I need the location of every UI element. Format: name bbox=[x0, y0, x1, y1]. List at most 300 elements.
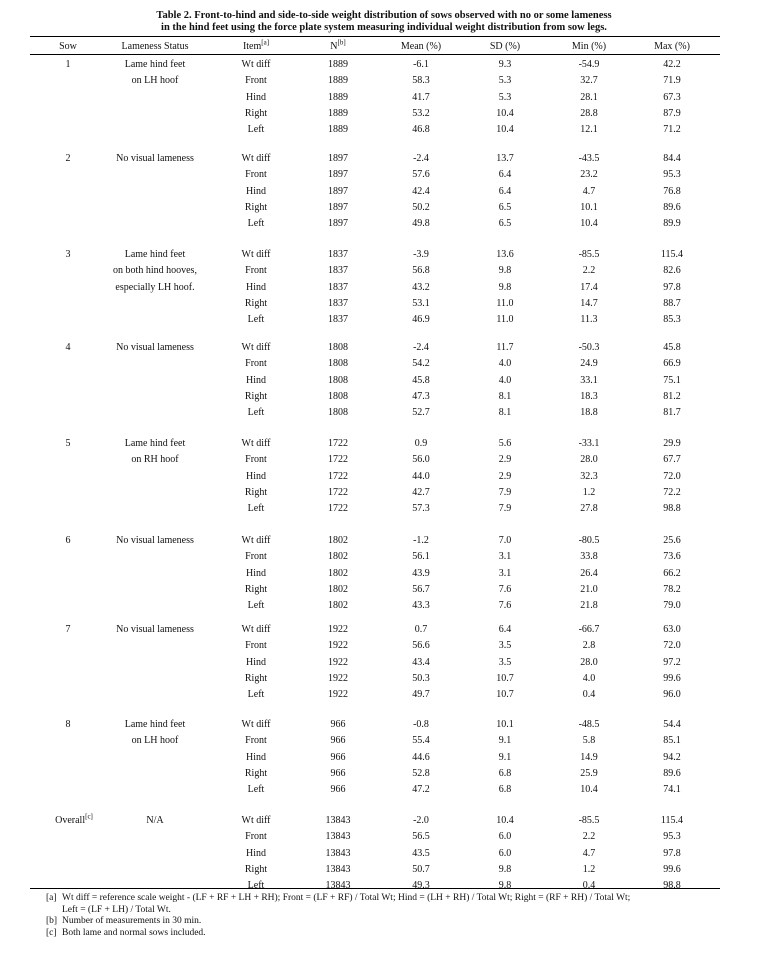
cell-min: 1.2 bbox=[582, 863, 596, 875]
header-max: Max (%) bbox=[654, 41, 690, 52]
cell-item: Front bbox=[245, 735, 267, 747]
cell-max: 89.6 bbox=[663, 201, 681, 213]
cell-n: 966 bbox=[330, 735, 346, 747]
cell-max: 25.6 bbox=[663, 535, 681, 546]
cell-max: 71.9 bbox=[663, 75, 681, 87]
cell-min: 2.2 bbox=[582, 831, 596, 843]
cell-min: 18.8 bbox=[580, 407, 598, 419]
cell-sd: 2.9 bbox=[498, 454, 512, 466]
cell-item: Front bbox=[245, 358, 267, 370]
cell-min: 17.4 bbox=[580, 281, 598, 293]
cell-item: Right bbox=[244, 583, 268, 595]
cell-mean: 43.3 bbox=[412, 600, 430, 612]
cell-n: 1837 bbox=[328, 314, 348, 326]
cell-min: 10.4 bbox=[580, 784, 598, 796]
cell-max: 84.4 bbox=[663, 153, 681, 164]
cell-n: 1808 bbox=[328, 390, 348, 402]
cell-n: 1722 bbox=[328, 470, 348, 482]
cell-item: Wt diff bbox=[241, 342, 271, 353]
cell-n: 1897 bbox=[328, 185, 348, 197]
cell-mean: 44.0 bbox=[412, 470, 430, 482]
lameness-status-line: on LH hoof bbox=[131, 75, 179, 87]
cell-min: 23.2 bbox=[580, 169, 598, 181]
cell-n: 1808 bbox=[328, 407, 348, 419]
cell-min: 4.0 bbox=[582, 672, 596, 684]
cell-sd: 7.0 bbox=[498, 535, 512, 546]
cell-sd: 9.8 bbox=[498, 863, 512, 875]
cell-sd: 3.1 bbox=[498, 551, 512, 563]
cell-mean: 53.2 bbox=[412, 107, 430, 119]
cell-max: 81.2 bbox=[663, 390, 681, 402]
cell-mean: 56.7 bbox=[412, 583, 430, 595]
cell-sd: 6.5 bbox=[498, 218, 512, 230]
cell-max: 115.4 bbox=[660, 249, 684, 260]
cell-mean: 47.2 bbox=[412, 784, 430, 796]
cell-min: -85.5 bbox=[578, 249, 600, 260]
cell-item: Right bbox=[244, 863, 268, 875]
cell-min: 28.8 bbox=[580, 107, 598, 119]
cell-n: 13843 bbox=[325, 815, 351, 826]
cell-n: 1889 bbox=[328, 75, 348, 87]
cell-min: 11.3 bbox=[580, 314, 598, 326]
sow-label: 1 bbox=[65, 59, 71, 70]
cell-mean: 56.8 bbox=[412, 265, 430, 277]
cell-mean: 50.3 bbox=[412, 672, 430, 684]
lameness-status-line: on LH hoof bbox=[131, 735, 179, 747]
cell-mean: 43.2 bbox=[412, 281, 430, 293]
cell-item: Left bbox=[247, 314, 265, 326]
cell-sd: 9.3 bbox=[498, 59, 512, 70]
lameness-status-line: on RH hoof bbox=[131, 454, 179, 466]
cell-max: 54.4 bbox=[663, 719, 681, 730]
lameness-status-line: N/A bbox=[146, 815, 164, 826]
cell-n: 1802 bbox=[328, 551, 348, 563]
cell-min: -43.5 bbox=[578, 153, 600, 164]
cell-sd: 4.0 bbox=[498, 374, 512, 386]
cell-n: 1889 bbox=[328, 59, 348, 70]
cell-min: 26.4 bbox=[580, 567, 598, 579]
cell-item: Right bbox=[244, 767, 268, 779]
cell-min: -80.5 bbox=[578, 535, 600, 546]
cell-item: Wt diff bbox=[241, 249, 271, 260]
cell-n: 1837 bbox=[328, 281, 348, 293]
cell-n: 1897 bbox=[328, 153, 348, 164]
cell-item: Hind bbox=[246, 185, 266, 197]
cell-mean: -1.2 bbox=[413, 535, 429, 546]
cell-mean: -0.8 bbox=[413, 719, 429, 730]
cell-item: Left bbox=[247, 689, 265, 701]
footnote-a: [a] Wt diff = reference scale weight - (LF + RF + LH + RH); Front = (LF + RF) / Total Wt; Hind = (LH + RH) / Total Wt; Right = (RF + RH) / Total Wt; Left = (LF + LH) / Total Wt. bbox=[46, 893, 631, 915]
lameness-status-line: Lame hind feet bbox=[124, 59, 186, 70]
cell-max: 78.2 bbox=[663, 583, 681, 595]
cell-max: 88.7 bbox=[663, 297, 681, 309]
footnote-b: [b] Number of measurements in 30 min. bbox=[46, 916, 202, 926]
cell-min: 21.8 bbox=[580, 600, 598, 612]
header-item: Item[a] bbox=[242, 38, 270, 52]
cell-mean: -2.4 bbox=[413, 342, 429, 353]
cell-max: 66.9 bbox=[663, 358, 681, 370]
cell-mean: -3.9 bbox=[413, 249, 429, 260]
cell-mean: 53.1 bbox=[412, 297, 430, 309]
cell-min: 0.4 bbox=[582, 689, 596, 701]
cell-item: Left bbox=[247, 124, 265, 136]
cell-item: Left bbox=[247, 503, 265, 515]
cell-sd: 6.5 bbox=[498, 201, 512, 213]
cell-sd: 11.0 bbox=[496, 314, 514, 326]
cell-mean: 56.0 bbox=[412, 454, 430, 466]
cell-sd: 11.7 bbox=[496, 342, 514, 353]
header-min: Min (%) bbox=[571, 41, 607, 52]
cell-item: Left bbox=[247, 880, 265, 892]
cell-mean: 58.3 bbox=[412, 75, 430, 87]
cell-sd: 3.5 bbox=[498, 640, 512, 652]
cell-min: 18.3 bbox=[580, 390, 598, 402]
cell-n: 1802 bbox=[328, 600, 348, 612]
cell-n: 1808 bbox=[328, 342, 348, 353]
cell-mean: 43.5 bbox=[412, 847, 430, 859]
cell-min: 32.7 bbox=[580, 75, 598, 87]
cell-min: 10.1 bbox=[580, 201, 598, 213]
sow-label: 4 bbox=[65, 342, 71, 353]
sow-label: 6 bbox=[65, 535, 71, 546]
cell-min: 1.2 bbox=[582, 486, 596, 498]
cell-min: -48.5 bbox=[578, 719, 600, 730]
cell-max: 85.3 bbox=[663, 314, 681, 326]
cell-mean: 41.7 bbox=[412, 91, 430, 103]
cell-sd: 7.9 bbox=[498, 486, 512, 498]
cell-min: 33.8 bbox=[580, 551, 598, 563]
cell-sd: 5.6 bbox=[498, 438, 512, 449]
cell-n: 1837 bbox=[328, 249, 348, 260]
cell-max: 85.1 bbox=[663, 735, 681, 747]
cell-max: 66.2 bbox=[663, 567, 681, 579]
lameness-status-line: Lame hind feet bbox=[124, 249, 186, 260]
lameness-status-line: Lame hind feet bbox=[124, 438, 186, 449]
cell-sd: 5.3 bbox=[498, 91, 512, 103]
cell-sd: 10.4 bbox=[496, 815, 514, 826]
cell-sd: 9.8 bbox=[498, 880, 512, 892]
cell-item: Front bbox=[245, 75, 267, 87]
cell-min: 2.8 bbox=[582, 640, 596, 652]
cell-min: -50.3 bbox=[578, 342, 600, 353]
cell-item: Right bbox=[244, 107, 268, 119]
cell-sd: 13.6 bbox=[496, 249, 514, 260]
table-caption bbox=[0, 10, 768, 34]
cell-sd: 3.1 bbox=[498, 567, 512, 579]
lameness-status-line: No visual lameness bbox=[116, 535, 194, 546]
cell-item: Right bbox=[244, 201, 268, 213]
cell-mean: 49.8 bbox=[412, 218, 430, 230]
cell-item: Left bbox=[247, 784, 265, 796]
cell-item: Front bbox=[245, 831, 267, 843]
cell-sd: 6.8 bbox=[498, 767, 512, 779]
sow-label: 3 bbox=[65, 249, 71, 260]
cell-mean: 0.7 bbox=[414, 624, 428, 635]
cell-sd: 8.1 bbox=[498, 390, 512, 402]
cell-mean: 43.4 bbox=[412, 656, 430, 668]
cell-max: 98.8 bbox=[663, 503, 681, 515]
cell-n: 1922 bbox=[328, 689, 348, 701]
cell-min: 14.9 bbox=[580, 751, 598, 763]
sow-label: 7 bbox=[65, 624, 71, 635]
cell-min: 32.3 bbox=[580, 470, 598, 482]
cell-sd: 13.7 bbox=[496, 153, 514, 164]
cell-mean: 49.7 bbox=[412, 689, 430, 701]
cell-sd: 6.4 bbox=[498, 185, 512, 197]
cell-sd: 9.8 bbox=[498, 281, 512, 293]
cell-max: 45.8 bbox=[663, 342, 681, 353]
cell-max: 29.9 bbox=[663, 438, 681, 449]
cell-mean: 54.2 bbox=[412, 358, 430, 370]
cell-item: Wt diff bbox=[241, 59, 271, 70]
cell-max: 96.0 bbox=[663, 689, 681, 701]
cell-n: 1889 bbox=[328, 124, 348, 136]
cell-min: -33.1 bbox=[578, 438, 600, 449]
cell-mean: 56.5 bbox=[412, 831, 430, 843]
cell-max: 115.4 bbox=[660, 815, 684, 826]
cell-item: Hind bbox=[246, 374, 266, 386]
cell-max: 97.2 bbox=[663, 656, 681, 668]
sow-label: Overall[c] bbox=[55, 812, 93, 826]
lameness-status-line: No visual lameness bbox=[116, 153, 194, 164]
lameness-status-line: especially LH hoof. bbox=[115, 281, 195, 293]
cell-item: Hind bbox=[246, 567, 266, 579]
cell-sd: 10.4 bbox=[496, 124, 514, 136]
cell-mean: 45.8 bbox=[412, 374, 430, 386]
header-sd: SD (%) bbox=[489, 41, 521, 52]
caption-line-1: Table 2. Front-to-hind and side-to-side weight distribution of sows observed with no or some lameness bbox=[156, 10, 612, 21]
cell-min: -85.5 bbox=[578, 815, 600, 826]
table-top-rule bbox=[30, 36, 720, 37]
cell-max: 72.2 bbox=[663, 486, 681, 498]
sow-label: 8 bbox=[65, 719, 71, 730]
cell-n: 13843 bbox=[325, 863, 351, 875]
cell-max: 72.0 bbox=[663, 470, 681, 482]
cell-max: 81.7 bbox=[663, 407, 681, 419]
cell-n: 1897 bbox=[328, 218, 348, 230]
cell-item: Front bbox=[245, 551, 267, 563]
cell-n: 1802 bbox=[328, 535, 348, 546]
cell-min: 5.8 bbox=[582, 735, 596, 747]
cell-mean: 47.3 bbox=[412, 390, 430, 402]
cell-min: 14.7 bbox=[580, 297, 598, 309]
cell-n: 966 bbox=[330, 751, 346, 763]
cell-min: 4.7 bbox=[582, 185, 596, 197]
cell-sd: 5.3 bbox=[498, 75, 512, 87]
cell-mean: 46.8 bbox=[412, 124, 430, 136]
cell-max: 99.6 bbox=[663, 863, 681, 875]
cell-sd: 3.5 bbox=[498, 656, 512, 668]
cell-sd: 2.9 bbox=[498, 470, 512, 482]
cell-max: 74.1 bbox=[663, 784, 681, 796]
cell-min: 24.9 bbox=[580, 358, 598, 370]
cell-max: 75.1 bbox=[663, 374, 681, 386]
cell-item: Wt diff bbox=[241, 438, 271, 449]
cell-mean: 50.7 bbox=[412, 863, 430, 875]
cell-min: 33.1 bbox=[580, 374, 598, 386]
cell-n: 1889 bbox=[328, 107, 348, 119]
cell-item: Wt diff bbox=[241, 535, 271, 546]
cell-item: Left bbox=[247, 218, 265, 230]
lameness-status-line: Lame hind feet bbox=[124, 719, 186, 730]
cell-max: 71.2 bbox=[663, 124, 681, 136]
cell-item: Hind bbox=[246, 470, 266, 482]
caption-line-2: in the hind feet using the force plate system measuring individual weight distribution from sow legs. bbox=[161, 22, 607, 33]
cell-mean: 52.8 bbox=[412, 767, 430, 779]
cell-n: 1922 bbox=[328, 624, 348, 635]
cell-item: Front bbox=[245, 265, 267, 277]
cell-sd: 6.8 bbox=[498, 784, 512, 796]
cell-item: Wt diff bbox=[241, 815, 271, 826]
cell-max: 99.6 bbox=[663, 672, 681, 684]
sow-label: 2 bbox=[65, 153, 71, 164]
lameness-status-line: No visual lameness bbox=[116, 624, 194, 635]
cell-n: 1722 bbox=[328, 438, 348, 449]
cell-item: Hind bbox=[246, 847, 266, 859]
footnotes bbox=[46, 893, 726, 939]
cell-n: 1889 bbox=[328, 91, 348, 103]
cell-item: Left bbox=[247, 600, 265, 612]
cell-max: 42.2 bbox=[663, 59, 681, 70]
cell-n: 13843 bbox=[325, 847, 351, 859]
cell-sd: 10.7 bbox=[496, 689, 514, 701]
cell-mean: 57.6 bbox=[412, 169, 430, 181]
cell-max: 89.9 bbox=[663, 218, 681, 230]
cell-n: 1722 bbox=[328, 503, 348, 515]
cell-mean: 42.7 bbox=[412, 486, 430, 498]
cell-sd: 6.4 bbox=[498, 169, 512, 181]
cell-sd: 4.0 bbox=[498, 358, 512, 370]
cell-max: 94.2 bbox=[663, 751, 681, 763]
cell-max: 97.8 bbox=[663, 281, 681, 293]
table-header-rule bbox=[30, 54, 720, 55]
cell-n: 1802 bbox=[328, 567, 348, 579]
cell-max: 87.9 bbox=[663, 107, 681, 119]
cell-min: 2.2 bbox=[582, 265, 596, 277]
cell-min: 28.0 bbox=[580, 656, 598, 668]
cell-max: 79.0 bbox=[663, 600, 681, 612]
cell-max: 95.3 bbox=[663, 831, 681, 843]
cell-mean: 57.3 bbox=[412, 503, 430, 515]
cell-max: 73.6 bbox=[663, 551, 681, 563]
cell-n: 1922 bbox=[328, 640, 348, 652]
cell-mean: 43.9 bbox=[412, 567, 430, 579]
cell-mean: 55.4 bbox=[412, 735, 430, 747]
cell-min: 21.0 bbox=[580, 583, 598, 595]
cell-sd: 9.1 bbox=[498, 735, 512, 747]
cell-item: Hind bbox=[246, 91, 266, 103]
cell-mean: 46.9 bbox=[412, 314, 430, 326]
cell-sd: 10.4 bbox=[496, 107, 514, 119]
sow-label: 5 bbox=[65, 438, 71, 449]
cell-sd: 9.1 bbox=[498, 751, 512, 763]
cell-max: 72.0 bbox=[663, 640, 681, 652]
cell-item: Wt diff bbox=[241, 719, 271, 730]
cell-n: 1922 bbox=[328, 656, 348, 668]
cell-max: 82.6 bbox=[663, 265, 681, 277]
cell-min: 28.0 bbox=[580, 454, 598, 466]
cell-max: 63.0 bbox=[663, 624, 681, 635]
header-lameness-status: Lameness Status bbox=[121, 41, 189, 52]
cell-n: 1897 bbox=[328, 169, 348, 181]
cell-mean: 0.9 bbox=[414, 438, 428, 449]
cell-mean: 56.6 bbox=[412, 640, 430, 652]
cell-min: 12.1 bbox=[580, 124, 598, 136]
cell-n: 1897 bbox=[328, 201, 348, 213]
header-sow: Sow bbox=[59, 41, 77, 52]
cell-item: Right bbox=[244, 390, 268, 402]
header-mean: Mean (%) bbox=[400, 41, 442, 52]
cell-max: 98.8 bbox=[663, 880, 681, 892]
cell-mean: 42.4 bbox=[412, 185, 430, 197]
cell-sd: 8.1 bbox=[498, 407, 512, 419]
cell-n: 1802 bbox=[328, 583, 348, 595]
cell-n: 1808 bbox=[328, 358, 348, 370]
cell-min: 25.9 bbox=[580, 767, 598, 779]
cell-sd: 11.0 bbox=[496, 297, 514, 309]
cell-mean: -2.0 bbox=[413, 815, 429, 826]
cell-item: Left bbox=[247, 407, 265, 419]
cell-max: 67.3 bbox=[663, 91, 681, 103]
cell-n: 1837 bbox=[328, 265, 348, 277]
cell-item: Right bbox=[244, 672, 268, 684]
cell-mean: -6.1 bbox=[413, 59, 429, 70]
cell-item: Hind bbox=[246, 656, 266, 668]
cell-sd: 6.0 bbox=[498, 847, 512, 859]
cell-n: 1808 bbox=[328, 374, 348, 386]
cell-max: 76.8 bbox=[663, 185, 681, 197]
header-n: N[b] bbox=[330, 38, 346, 52]
cell-n: 1837 bbox=[328, 297, 348, 309]
cell-n: 966 bbox=[330, 719, 346, 730]
cell-item: Wt diff bbox=[241, 624, 271, 635]
cell-mean: -2.4 bbox=[413, 153, 429, 164]
cell-item: Front bbox=[245, 169, 267, 181]
cell-n: 1922 bbox=[328, 672, 348, 684]
cell-sd: 6.4 bbox=[498, 624, 512, 635]
cell-max: 89.6 bbox=[663, 767, 681, 779]
cell-min: -66.7 bbox=[578, 624, 600, 635]
cell-min: 28.1 bbox=[580, 91, 598, 103]
cell-mean: 50.2 bbox=[412, 201, 430, 213]
cell-max: 97.8 bbox=[663, 847, 681, 859]
cell-mean: 44.6 bbox=[412, 751, 430, 763]
cell-sd: 9.8 bbox=[498, 265, 512, 277]
cell-n: 1722 bbox=[328, 454, 348, 466]
cell-n: 966 bbox=[330, 767, 346, 779]
cell-sd: 6.0 bbox=[498, 831, 512, 843]
cell-mean: 52.7 bbox=[412, 407, 430, 419]
cell-mean: 49.3 bbox=[412, 880, 430, 892]
cell-sd: 10.7 bbox=[496, 672, 514, 684]
cell-n: 13843 bbox=[325, 880, 351, 892]
cell-n: 13843 bbox=[325, 831, 351, 843]
lameness-status-line: on both hind hooves, bbox=[113, 265, 197, 277]
cell-max: 67.7 bbox=[663, 454, 681, 466]
cell-item: Right bbox=[244, 486, 268, 498]
cell-item: Hind bbox=[246, 281, 266, 293]
cell-sd: 10.1 bbox=[496, 719, 514, 730]
cell-item: Wt diff bbox=[241, 153, 271, 164]
cell-min: -54.9 bbox=[578, 59, 600, 70]
footnote-c: [c] Both lame and normal sows included. bbox=[46, 927, 206, 938]
cell-item: Front bbox=[245, 454, 267, 466]
cell-min: 27.8 bbox=[580, 503, 598, 515]
cell-item: Right bbox=[244, 297, 268, 309]
cell-sd: 7.6 bbox=[498, 600, 512, 612]
lameness-status-line: No visual lameness bbox=[116, 342, 194, 353]
cell-mean: 56.1 bbox=[412, 551, 430, 563]
